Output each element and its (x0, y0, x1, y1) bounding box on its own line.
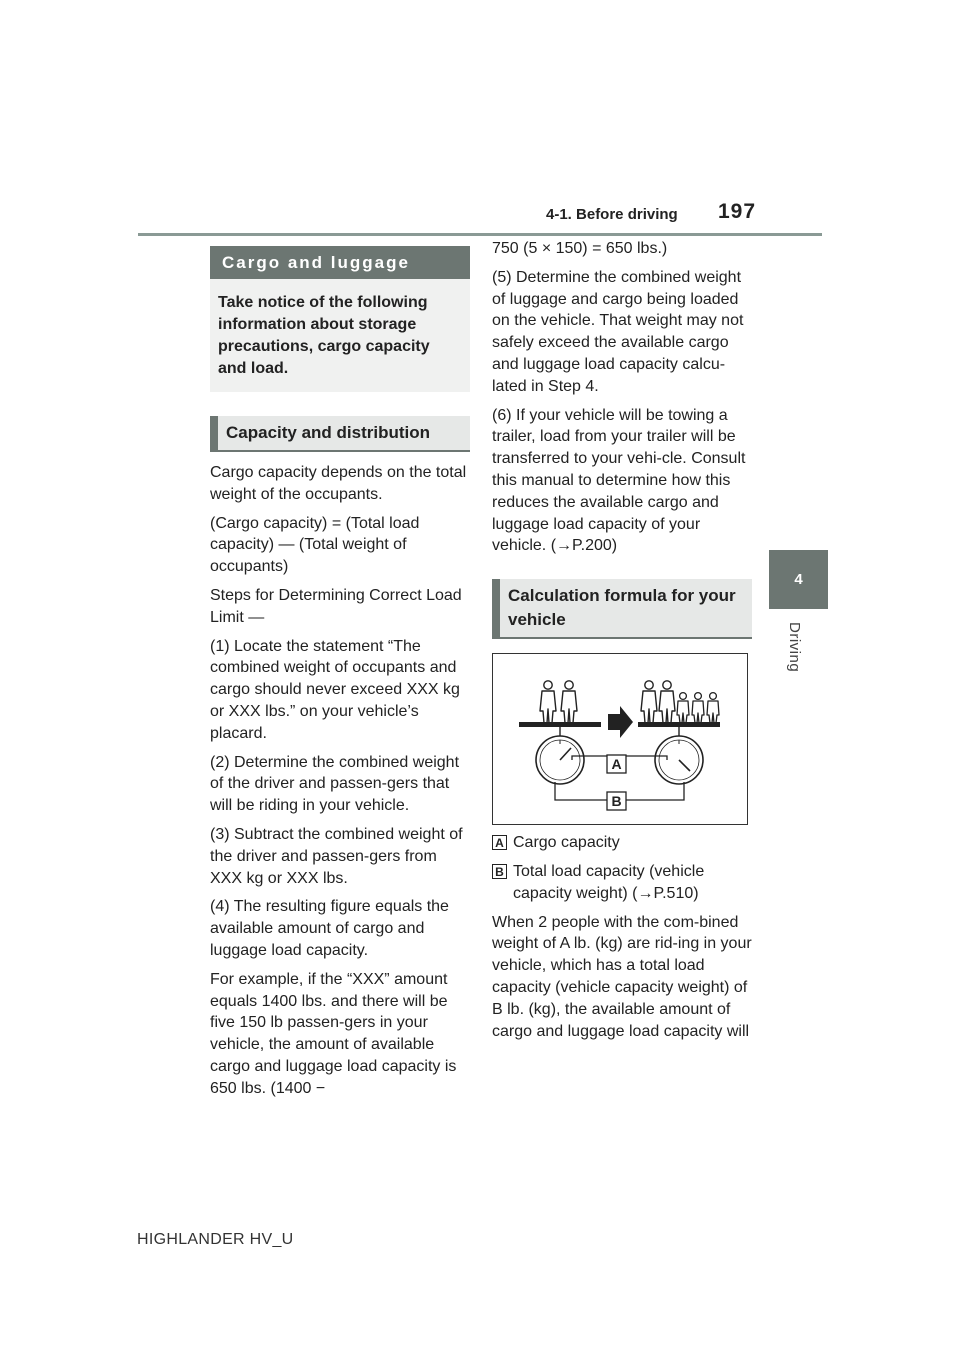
legend-key-a: A (492, 835, 507, 850)
two-people-icon (540, 681, 577, 723)
paragraph: When 2 people with the com-bined weight of A lb. (kg) are rid-ing in your vehicle, which has a total load capacity (vehicle capacity weight) of B lb. (kg), the available amount of cargo and luggage load capacity will (492, 913, 752, 1040)
scale-platform-left (519, 722, 601, 727)
paragraph: Steps for Determining Correct Load Limit — (210, 586, 462, 626)
paragraph: For example, if the “XXX” amount equals 1400 lbs. and there will be five 150 lb passen-gers in your vehicle, the amount of available cargo and luggage load capacity is 650 lbs. (1400 − (210, 970, 457, 1097)
label-b: B (611, 793, 622, 810)
paragraph: Cargo capacity depends on the total weight of the occupants. (210, 464, 467, 503)
info-box-title: Cargo and luggage (210, 246, 470, 279)
section-title: 4-1. Before driving (546, 206, 678, 223)
paragraph: (5) Determine the combined weight of luggage and cargo being loaded on the vehicle. That weight may not safely exceed the available cargo and luggage load capacity calcu-lated in Step 4. (492, 268, 744, 395)
label-b-badge (607, 792, 626, 810)
label-a: A (611, 756, 622, 773)
paragraph: (Cargo capacity) = (Total load capacity) — (Total weight of occupants) (210, 514, 420, 576)
scale-dial-left (536, 736, 584, 784)
subheading-formula: Calculation formula for your vehicle (492, 579, 752, 639)
left-column (210, 246, 470, 1100)
chapter-label: Driving (786, 622, 803, 673)
subheading-capacity: Capacity and distribution (210, 416, 470, 452)
load-capacity-figure (492, 653, 748, 825)
legend-text-a: Cargo capacity (513, 834, 620, 852)
header-rule (138, 233, 822, 236)
paragraph: (3) Subtract the combined weight of the driver and passen-gers from XXX kg or XXX lbs. (210, 825, 463, 887)
scale-illustration (493, 654, 746, 823)
group-people-icon (641, 681, 719, 723)
footer-model: HIGHLANDER HV_U (137, 1231, 294, 1248)
legend-item-a (492, 832, 752, 854)
chapter-tab: 4 (769, 550, 828, 609)
right-column (492, 238, 752, 1042)
paragraph: (6) If your vehicle will be towing a trailer, load from your trailer will be transferred to your vehi-cle. Consult this manual to determine how this reduces the available cargo and luggage load capacity of your vehicle. (→P.200) (492, 406, 746, 555)
paragraph: (4) The resulting figure equals the available amount of cargo and luggage load capacity. (210, 898, 449, 959)
legend-item-b (492, 861, 752, 905)
info-box (210, 246, 470, 392)
legend-key-b: B (492, 864, 507, 879)
label-a-badge (607, 755, 626, 773)
scale-dial-right (655, 736, 703, 784)
info-box-text: Take notice of the following information about storage precautions, cargo capacity and load. (210, 279, 470, 392)
paragraph: (1) Locate the statement “The combined weight of occupants and cargo should never exceed XXX kg or XXX lbs.” on your vehicle’s placard. (210, 637, 460, 742)
arrow-right-icon (608, 706, 633, 738)
paragraph: 750 (5 × 150) = 650 lbs.) (492, 240, 668, 257)
page-number: 197 (718, 200, 757, 223)
scale-platform-right (638, 722, 720, 727)
paragraph: (2) Determine the combined weight of the driver and passen-gers that will be riding in your vehicle. (210, 753, 460, 815)
legend-text-b: Total load capacity (vehicle capacity weight) (→P.510) (513, 862, 705, 902)
